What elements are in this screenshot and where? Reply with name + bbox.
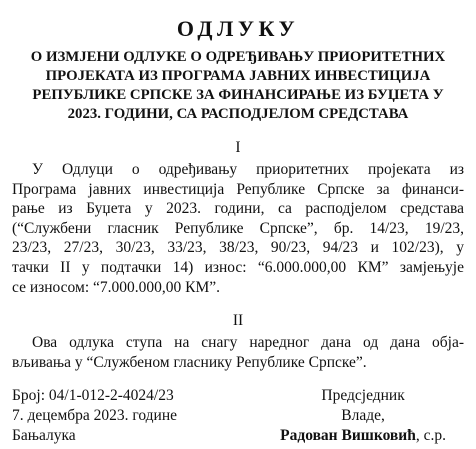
paragraph-line: 23/23, 27/23, 30/23, 33/23, 38/23, 90/23, 94/23 и 102/23), у bbox=[12, 239, 464, 257]
paragraph-line: Ова одлука ступа на снагу наредног дана од дана обја- bbox=[32, 334, 464, 352]
paragraph-line: тачки II у подтачки 14) износ: “6.000.000,00 КМ” замјењује bbox=[12, 258, 464, 276]
signer bbox=[280, 386, 446, 445]
signer-name: Радован Вишковић bbox=[280, 426, 416, 444]
document-subtitle bbox=[12, 48, 464, 124]
section-number-2: II bbox=[232, 312, 244, 330]
paragraph-line: рање из Буџета у 2023. години, са расподјелом средстава bbox=[12, 200, 464, 218]
reference-place: Бањалука bbox=[12, 426, 76, 444]
reference-number: Број: 04/1-012-2-4024/23 bbox=[12, 387, 174, 405]
signer-suffix: , с.р. bbox=[415, 426, 446, 444]
section-2-paragraph bbox=[12, 333, 464, 372]
section-1-paragraph bbox=[12, 160, 464, 297]
subtitle-line: ПРОЈЕКАТА ИЗ ПРОГРАМА ЈАВНИХ ИНВЕСТИЦИЈА bbox=[45, 68, 431, 84]
paragraph-line: вљивања у “Службеном гласнику Републике Српске”. bbox=[12, 353, 367, 371]
section-number-1: I bbox=[235, 139, 241, 156]
subtitle-line: 2023. ГОДИНИ, СА РАСПОДЈЕЛОМ СРЕДСТАВА bbox=[67, 106, 409, 122]
subtitle-line: РЕПУБЛИКЕ СРПСКЕ ЗА ФИНАНСИРАЊЕ ИЗ БУЏЕТА У bbox=[32, 87, 444, 103]
signer-line bbox=[280, 426, 446, 446]
signer-title-2: Владе, bbox=[341, 406, 385, 424]
subtitle-line: О ИЗМЈЕНИ ОДЛУКЕ О ОДРЕЂИВАЊУ ПРИОРИТЕТНИХ bbox=[30, 49, 446, 65]
paragraph-line: се износом: “7.000.000,00 КМ”. bbox=[12, 278, 221, 296]
paragraph-line: Програма јавних инвестиција Републике Српске за финанси- bbox=[12, 180, 464, 198]
paragraph-line: У Одлуци о одређивању приоритетних пројеката из bbox=[32, 161, 464, 178]
signature-block bbox=[12, 386, 464, 446]
document-reference bbox=[12, 386, 177, 445]
reference-date: 7. децембра 2023. године bbox=[12, 406, 178, 424]
paragraph-line: (“Службени гласник Републике Српске”, бр. 14/23, 19/23, bbox=[12, 219, 464, 237]
signer-title: Предсједник bbox=[321, 387, 405, 405]
document-title: ОДЛУКУ bbox=[176, 16, 300, 41]
